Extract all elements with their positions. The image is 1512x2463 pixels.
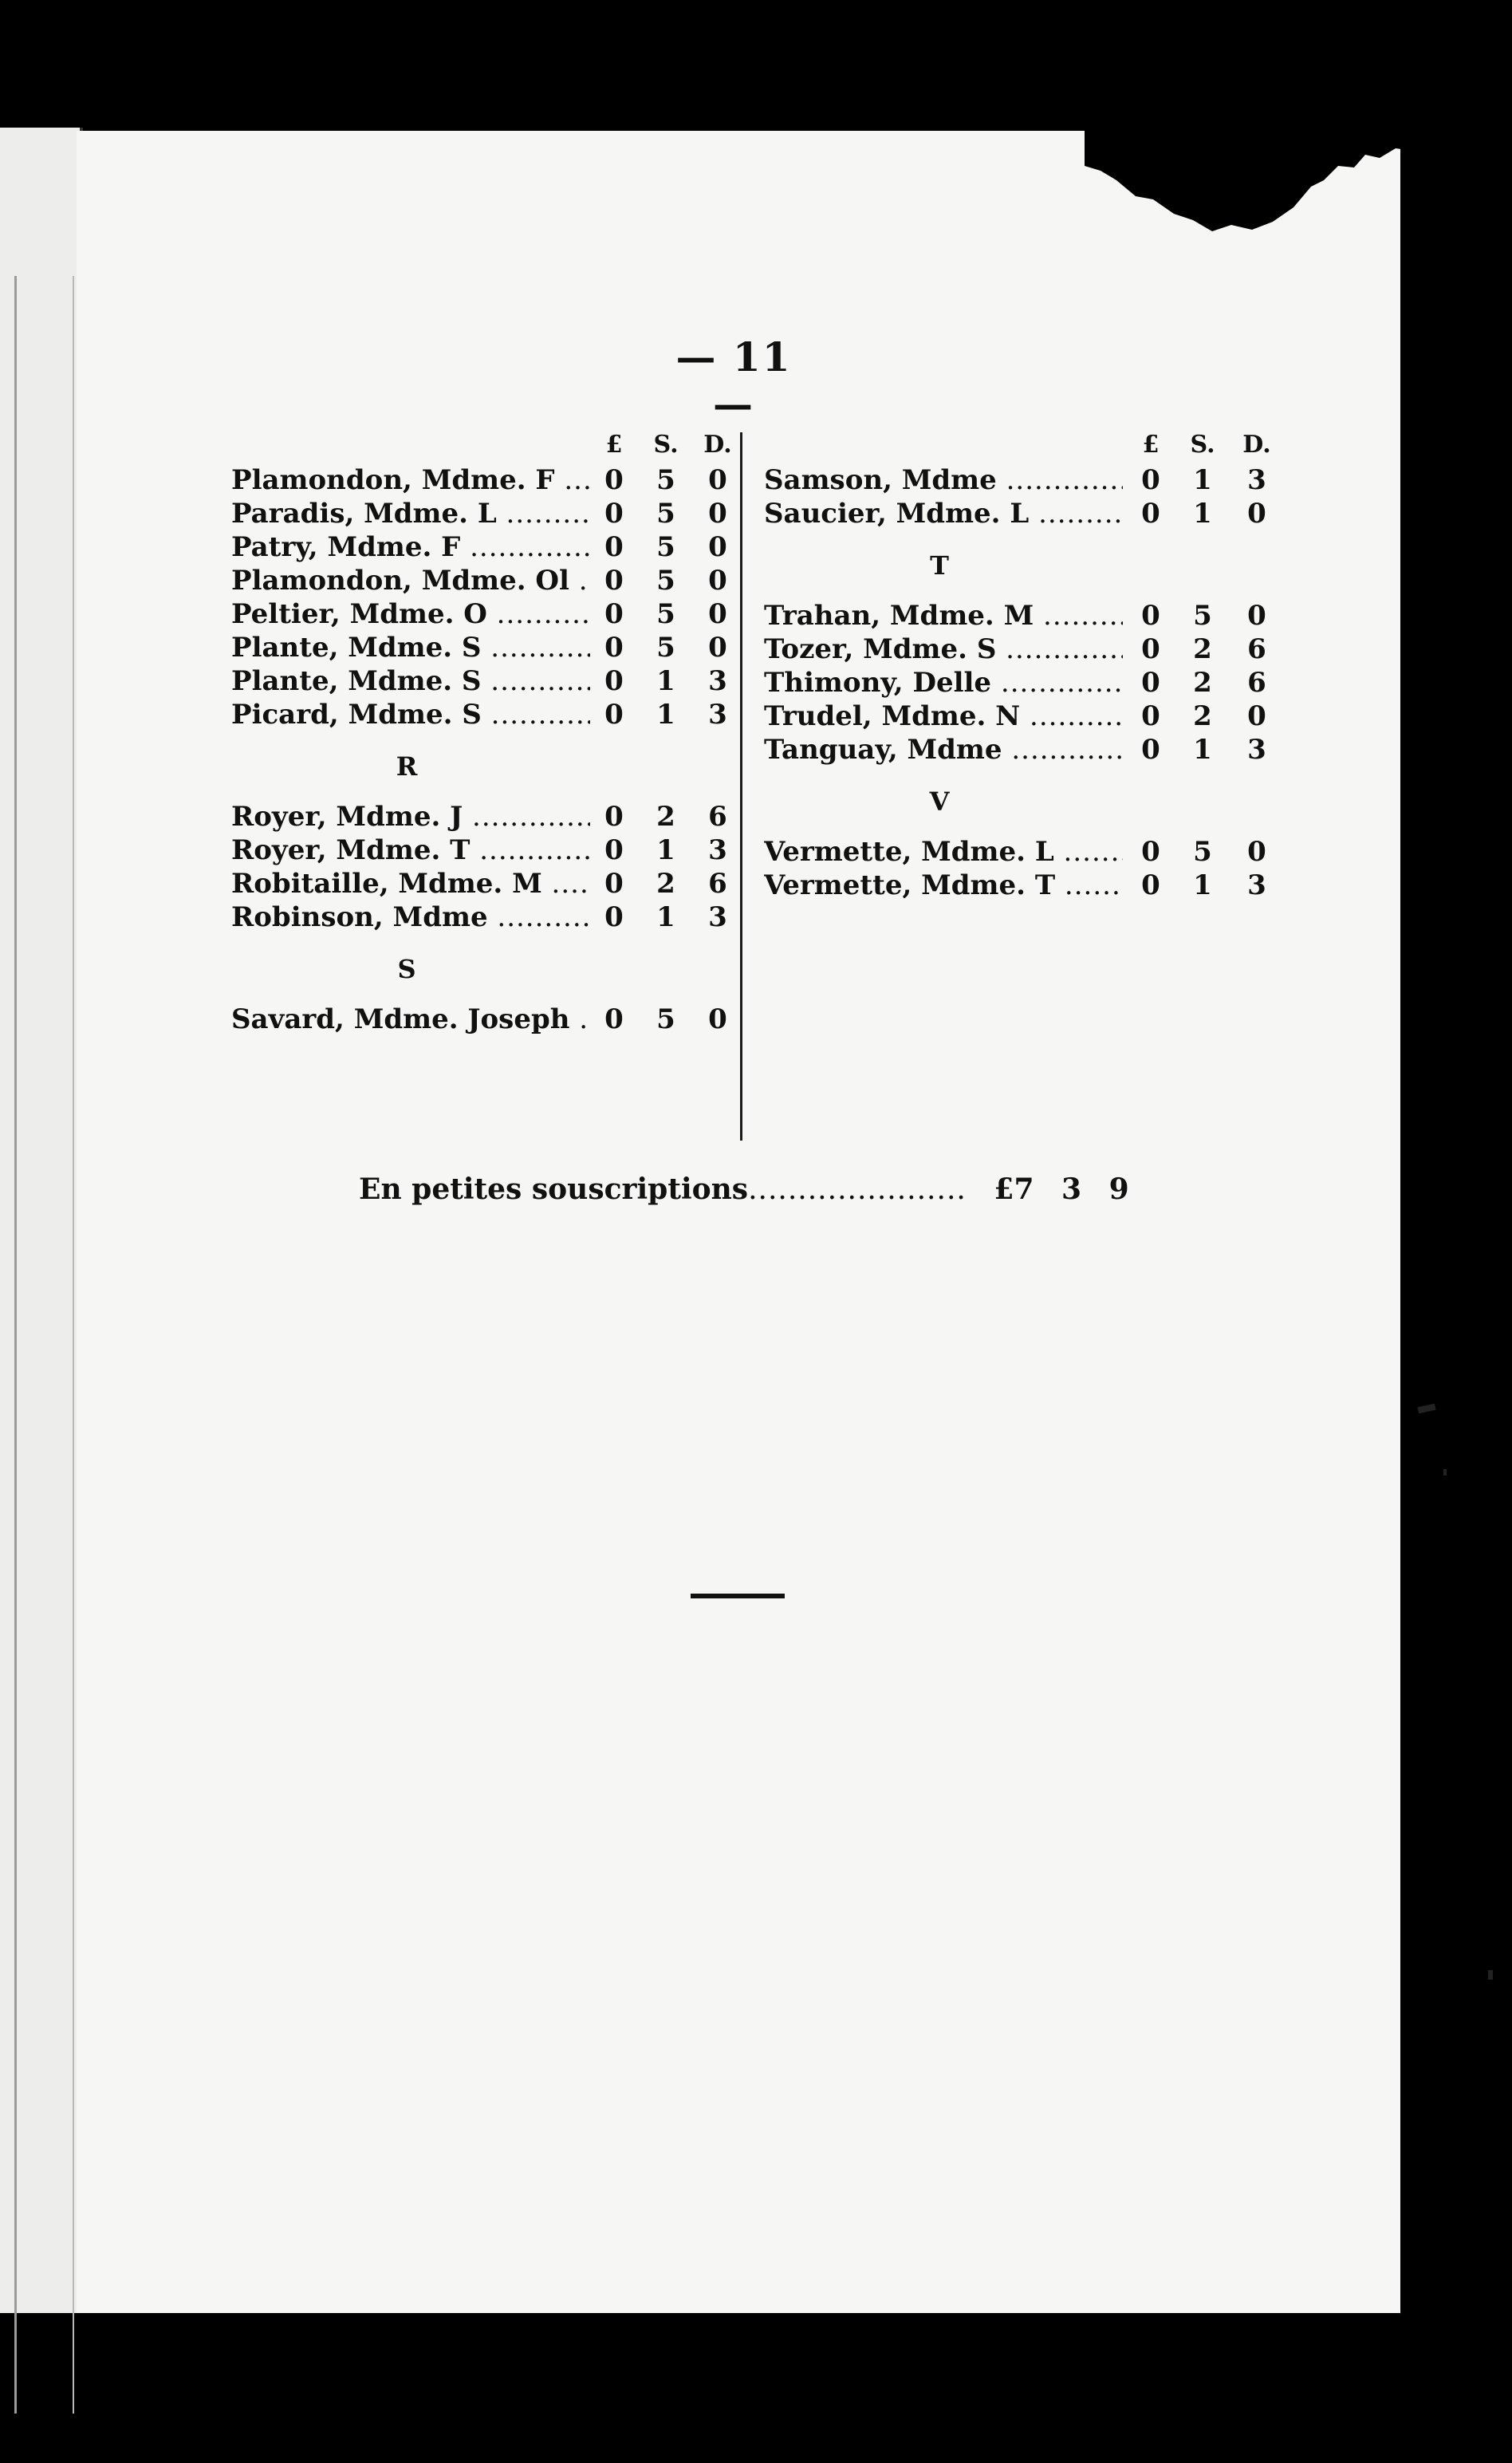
amount-shillings: 2 <box>656 801 675 833</box>
header-shillings: S. <box>1190 431 1215 459</box>
subscriber-name: Royer, Mdme. J ..... <box>231 801 590 833</box>
amount-shillings: 5 <box>656 464 675 496</box>
amount-pounds: 0 <box>1141 700 1160 732</box>
subscriber-name: Plamondon, Mdme. Ol ..... <box>231 565 590 597</box>
amount-shillings: 5 <box>656 565 675 597</box>
amount-pounds: 0 <box>1141 869 1160 901</box>
subscriber-name: Trudel, Mdme. N ..... <box>764 700 1123 732</box>
amount-pence: 0 <box>708 1003 727 1035</box>
amount-pence: 6 <box>708 801 727 833</box>
amount-pounds: 0 <box>604 901 624 933</box>
subscription-row <box>764 600 1282 633</box>
amount-pounds: 0 <box>604 565 624 597</box>
amount-pounds: 0 <box>604 834 624 866</box>
subscriber-name: Robitaille, Mdme. M ..... <box>231 868 590 900</box>
scan-speck <box>1443 1469 1447 1476</box>
amount-pence: 3 <box>708 699 727 731</box>
subscriber-name: Thimony, Delle ..... <box>764 667 1123 699</box>
subscriber-name: Robinson, Mdme ..... <box>231 901 590 933</box>
amount-shillings: 1 <box>656 665 675 697</box>
subscription-row <box>231 498 750 531</box>
amount-pounds: 0 <box>604 632 624 664</box>
amount-pence: 0 <box>708 565 727 597</box>
amount-shillings: 1 <box>656 901 675 933</box>
amount-pence: 0 <box>708 632 727 664</box>
amount-pence: 0 <box>708 531 727 563</box>
header-shillings: S. <box>653 431 679 459</box>
amount-pence: 6 <box>708 868 727 900</box>
page-number: — 11 — <box>675 333 792 428</box>
total-pounds: £7 <box>994 1172 1034 1206</box>
total-pence: 9 <box>1108 1172 1129 1206</box>
subscriber-name: Samson, Mdme ..... <box>764 464 1123 496</box>
amount-pounds: 0 <box>604 868 624 900</box>
total-shillings: 3 <box>1061 1172 1082 1206</box>
scan-speck <box>1417 1404 1435 1413</box>
amount-shillings: 5 <box>656 1003 675 1035</box>
amount-pence: 0 <box>1247 498 1266 530</box>
amount-shillings: 1 <box>1193 464 1212 496</box>
amount-pounds: 0 <box>604 801 624 833</box>
subscriber-name: Tanguay, Mdme ..... <box>764 734 1123 766</box>
subscriber-name: Vermette, Mdme. L ..... <box>764 836 1123 868</box>
header-pence: D. <box>1242 431 1271 459</box>
amount-pence: 0 <box>1247 600 1266 632</box>
subscriber-name: Paradis, Mdme. L ..... <box>231 498 590 530</box>
subscription-row <box>764 869 1282 903</box>
subscriber-name: Saucier, Mdme. L ..... <box>764 498 1123 530</box>
subscription-row <box>231 1003 750 1037</box>
torn-corner <box>1085 120 1419 247</box>
subscription-row <box>764 700 1282 734</box>
subscriber-name: Patry, Mdme. F ..... <box>231 531 590 563</box>
previous-page-edge <box>0 128 83 2313</box>
amount-shillings: 1 <box>1193 734 1212 766</box>
amount-pounds: 0 <box>604 498 624 530</box>
section-letter: R <box>396 751 418 782</box>
subscription-row <box>764 464 1282 498</box>
section-letter: V <box>929 786 950 817</box>
amount-shillings: 5 <box>656 632 675 664</box>
total-label: En petites souscriptions <box>359 1172 749 1206</box>
amount-shillings: 1 <box>656 834 675 866</box>
subscriber-name: Picard, Mdme. S ..... <box>231 699 590 731</box>
amount-shillings: 5 <box>656 598 675 630</box>
subscription-row <box>231 464 750 498</box>
subscriber-name: Tozer, Mdme. S ..... <box>764 633 1123 665</box>
section-letter: S <box>397 954 416 984</box>
amount-shillings: 5 <box>656 531 675 563</box>
amount-shillings: 5 <box>1193 836 1212 868</box>
amount-shillings: 1 <box>656 699 675 731</box>
amount-shillings: 2 <box>1193 700 1212 732</box>
subscription-row <box>764 633 1282 667</box>
amount-pence: 0 <box>708 464 727 496</box>
amount-pence: 3 <box>708 665 727 697</box>
right-column <box>764 431 1282 903</box>
amount-pounds: 0 <box>1141 734 1160 766</box>
amount-pounds: 0 <box>1141 836 1160 868</box>
subscription-row <box>231 598 750 632</box>
amount-shillings: 1 <box>1193 498 1212 530</box>
amount-pence: 3 <box>1247 734 1266 766</box>
left-column <box>231 431 750 1037</box>
amount-shillings: 1 <box>1193 869 1212 901</box>
subscription-row <box>231 868 750 901</box>
subscriber-name: Vermette, Mdme. T ..... <box>764 869 1123 901</box>
subscription-row <box>231 699 750 732</box>
subscriber-name: Royer, Mdme. T ..... <box>231 834 590 866</box>
subscriber-name: Savard, Mdme. Joseph ..... <box>231 1003 590 1035</box>
subscription-row <box>764 836 1282 869</box>
column-header <box>764 431 1282 464</box>
subscriber-name: Peltier, Mdme. O ..... <box>231 598 590 630</box>
subscription-row <box>764 667 1282 700</box>
amount-pence: 3 <box>708 901 727 933</box>
amount-pence: 0 <box>708 598 727 630</box>
header-pence: D. <box>703 431 732 459</box>
subscriber-name: Plante, Mdme. S ..... <box>231 665 590 697</box>
closing-rule <box>691 1594 785 1598</box>
amount-pence: 6 <box>1247 633 1266 665</box>
amount-pounds: 0 <box>1141 464 1160 496</box>
amount-shillings: 2 <box>1193 667 1212 699</box>
amount-pounds: 0 <box>1141 633 1160 665</box>
amount-shillings: 2 <box>1193 633 1212 665</box>
amount-pounds: 0 <box>1141 600 1160 632</box>
amount-shillings: 5 <box>1193 600 1212 632</box>
subscription-row <box>231 531 750 565</box>
amount-pence: 0 <box>1247 700 1266 732</box>
amount-pounds: 0 <box>604 531 624 563</box>
subscription-row <box>231 901 750 935</box>
total-line <box>359 1172 1129 1206</box>
subscription-row <box>231 632 750 665</box>
amount-pounds: 0 <box>604 699 624 731</box>
subscription-row <box>231 834 750 868</box>
total-leader-dots: ...................... <box>748 1173 967 1206</box>
subscription-row <box>231 665 750 699</box>
amount-pounds: 0 <box>1141 667 1160 699</box>
amount-pounds: 0 <box>604 598 624 630</box>
amount-shillings: 5 <box>656 498 675 530</box>
subscriber-name: Plamondon, Mdme. F ..... <box>231 464 590 496</box>
amount-pounds: 0 <box>604 1003 624 1035</box>
amount-pence: 6 <box>1247 667 1266 699</box>
previous-page-border <box>14 276 74 2414</box>
scan-speck <box>1488 1970 1493 1980</box>
amount-pence: 3 <box>708 834 727 866</box>
subscription-row <box>764 498 1282 531</box>
amount-pounds: 0 <box>604 665 624 697</box>
section-letter: T <box>930 550 949 581</box>
amount-pence: 3 <box>1247 869 1266 901</box>
amount-pence: 3 <box>1247 464 1266 496</box>
header-pounds: £ <box>1142 431 1160 459</box>
subscription-row <box>231 565 750 598</box>
amount-pounds: 0 <box>604 464 624 496</box>
subscriber-name: Trahan, Mdme. M ..... <box>764 600 1123 632</box>
amount-pence: 0 <box>1247 836 1266 868</box>
subscription-row <box>231 801 750 834</box>
subscription-row <box>764 734 1282 767</box>
amount-pence: 0 <box>708 498 727 530</box>
column-header <box>231 431 750 464</box>
subscriber-name: Plante, Mdme. S ..... <box>231 632 590 664</box>
amount-shillings: 2 <box>656 868 675 900</box>
header-pounds: £ <box>605 431 623 459</box>
amount-pounds: 0 <box>1141 498 1160 530</box>
